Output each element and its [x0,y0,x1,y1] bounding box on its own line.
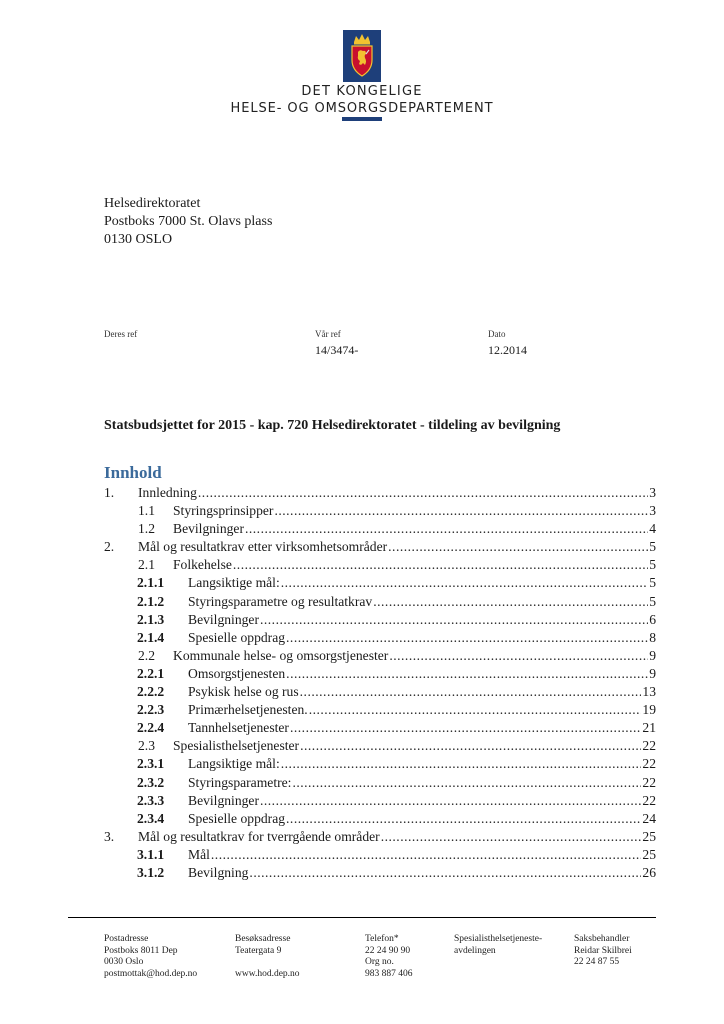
toc-dot-leader [211,846,642,864]
toc-entry-page: 5 [649,575,656,591]
toc-dot-leader [309,701,642,719]
toc-entry-number: 1.1 [138,503,155,519]
toc-entry-title: Spesialisthelsetjenester [173,738,300,754]
dato-label: Dato [488,329,506,339]
toc-entry-number: 2.3.1 [137,756,165,772]
toc-dot-leader [274,502,648,520]
toc-entry[interactable] [104,502,656,520]
toc-dot-leader [286,665,648,683]
deres-ref-label: Deres ref [104,329,138,339]
footer-telefon-label: Telefon* [365,934,399,944]
toc-entry[interactable] [104,719,656,737]
toc-dot-leader [260,792,641,810]
toc-entry-page: 26 [642,864,656,880]
toc-entry[interactable] [104,701,656,719]
document-title: Statsbudsjettet for 2015 - kap. 720 Helsedirektoratet - tildeling av bevilgning [104,418,561,433]
toc-entry-title: Folkehelse [173,557,232,573]
toc-entry-number: 1.2 [138,521,155,537]
recipient-city: 0130 OSLO [104,232,173,247]
toc-entry-page: 5 [649,539,656,555]
footer-avdeling [454,934,542,957]
toc-entry-title: Primærhelsetjenesten. [188,702,308,718]
toc-entry-page: 22 [642,792,656,808]
toc-dot-leader [286,810,641,828]
toc-entry-page: 8 [649,629,656,645]
toc-entry-number: 2.3.3 [137,792,165,808]
toc-entry[interactable] [104,792,656,810]
var-ref-label: Vår ref [315,329,341,339]
toc-entry[interactable] [104,864,656,882]
logo-underline [342,117,382,121]
toc-entry-title: Mål og resultatkrav for tverrgående områder [138,828,380,844]
toc-dot-leader [389,647,648,665]
toc-entry-number: 2.3.4 [137,810,165,826]
toc-entry[interactable] [104,683,656,701]
toc-entry-number: 2.1.1 [137,575,165,591]
table-of-contents [104,484,656,882]
toc-entry-title: Psykisk helse og rus [188,684,299,700]
department-name-line1: DET KONGELIGE [301,84,423,99]
toc-entry[interactable] [104,737,656,755]
toc-entry[interactable] [104,556,656,574]
toc-entry[interactable] [104,611,656,629]
footer-website-link[interactable]: www.hod.dep.no [235,968,300,979]
toc-dot-leader [381,828,642,846]
footer-telefon [365,934,413,980]
toc-entry-number: 2.1.4 [137,629,165,645]
toc-entry-number: 3.1.1 [137,846,165,862]
footer-divider [68,917,656,918]
footer-orgno-value: 983 887 406 [365,968,413,979]
toc-entry-title: Styringsparametre og resultatkrav [188,593,373,609]
toc-entry-number: 2.2.4 [137,720,165,736]
toc-entry-page: 9 [649,665,656,681]
toc-entry-page: 25 [642,828,656,844]
footer-postadresse-line: 0030 Oslo [104,957,144,967]
toc-dot-leader [233,556,648,574]
toc-dot-leader [290,719,641,737]
toc-entry[interactable] [104,484,656,502]
toc-entry-number: 2.3 [138,738,155,754]
toc-entry[interactable] [104,828,656,846]
toc-entry-number: 2.2.2 [137,684,165,700]
toc-entry-number: 3.1.2 [137,864,165,880]
footer-postadresse-label: Postadresse [104,934,149,944]
toc-entry-number: 3. [104,828,115,844]
toc-dot-leader [300,737,641,755]
toc-entry[interactable] [104,774,656,792]
toc-entry-title: Langsiktige mål: [188,575,280,591]
footer-saksbehandler [574,934,632,969]
toc-entry-title: Tannhelsetjenester [188,720,289,736]
toc-entry-page: 21 [642,720,656,736]
footer-besoksadresse-line: Teatergata 9 [235,945,282,956]
dato-value: 12.2014 [488,343,527,357]
logo [0,30,724,82]
footer-besoksadresse [235,934,300,980]
toc-entry-page: 9 [649,647,656,663]
toc-entry-number: 2.1.3 [137,611,165,627]
toc-entry-page: 22 [642,738,656,754]
footer-avdeling-line: Spesialisthelsetjeneste- [454,934,543,944]
toc-entry-page: 5 [649,593,656,609]
var-ref-value: 14/3474- [315,343,359,357]
toc-entry-page: 19 [642,702,656,718]
toc-entry-page: 3 [649,503,656,519]
footer-besoksadresse-label: Besøksadresse [235,934,291,944]
toc-entry-title: Styringsparametre: [188,774,292,790]
toc-entry-page: 4 [649,521,656,537]
footer-saksbehandler-label: Saksbehandler [574,934,630,944]
recipient-address [104,195,272,249]
toc-dot-leader [281,755,642,773]
toc-entry-number: 2.3.2 [137,774,165,790]
toc-entry[interactable] [104,520,656,538]
footer-postadresse-line: Postboks 8011 Dep [104,945,178,956]
toc-entry-page: 6 [649,611,656,627]
toc-entry[interactable] [104,538,656,556]
toc-entry[interactable] [104,755,656,773]
toc-entry[interactable] [104,647,656,665]
footer-avdeling-line: avdelingen [454,945,496,956]
toc-dot-leader [388,538,648,556]
toc-entry-number: 2. [104,539,115,555]
toc-dot-leader [292,774,641,792]
toc-entry-number: 2.2 [138,647,155,663]
toc-entry-title: Spesielle oppdrag [188,629,286,645]
recipient-name: Helsedirektoratet [104,196,201,211]
toc-entry-page: 22 [642,756,656,772]
toc-entry[interactable] [104,593,656,611]
toc-entry[interactable] [104,846,656,864]
toc-dot-leader [249,864,641,882]
toc-entry[interactable] [104,629,656,647]
footer-saksbehandler-name: Reidar Skilbrei [574,945,632,956]
toc-entry-page: 3 [649,485,656,500]
toc-heading: Innhold [104,463,162,482]
toc-entry[interactable] [104,810,656,828]
toc-dot-leader [300,683,642,701]
footer-telefon-number: 22 24 90 90 [365,945,411,956]
toc-entry-number: 1. [104,485,115,500]
toc-entry-title: Langsiktige mål: [188,756,280,772]
toc-entry-title: Innledning [138,485,197,500]
toc-entry-title: Kommunale helse- og omsorgstjenester [173,647,389,663]
footer-postadresse [104,934,197,980]
toc-entry-page: 13 [642,684,656,700]
toc-entry[interactable] [104,665,656,683]
footer-besoksadresse-line [235,957,300,969]
toc-entry-title: Bevilgninger [188,792,259,808]
toc-entry-number: 2.1.2 [137,593,165,609]
toc-dot-leader [281,574,648,592]
toc-entry-page: 25 [642,846,656,862]
toc-entry-number: 2.2.1 [137,665,165,681]
toc-dot-leader [373,593,648,611]
toc-entry-page: 24 [642,810,656,826]
toc-dot-leader [260,611,648,629]
toc-entry-title: Mål [188,846,210,862]
toc-entry-number: 2.1 [138,557,155,573]
department-name-line2: HELSE- OG OMSORGSDEPARTEMENT [230,101,494,116]
toc-entry-number: 2.2.3 [137,702,165,718]
toc-entry[interactable] [104,574,656,592]
recipient-street: Postboks 7000 St. Olavs plass [104,214,273,229]
footer-email-link[interactable]: postmottak@hod.dep.no [104,968,198,979]
toc-entry-title: Mål og resultatkrav etter virksomhetsområder [138,539,388,555]
toc-entry-title: Bevilgninger [188,611,259,627]
toc-entry-title: Styringsprinsipper [173,503,274,519]
toc-entry-page: 5 [649,557,656,573]
toc-dot-leader [286,629,648,647]
footer-orgno-label: Org no. [365,957,394,967]
footer-saksbehandler-phone: 22 24 87 55 [574,957,620,967]
toc-entry-title: Bevilgninger [173,521,244,537]
toc-dot-leader [198,484,648,502]
toc-dot-leader [245,520,648,538]
toc-entry-page: 22 [642,774,656,790]
coat-of-arms-icon [343,30,381,82]
toc-entry-title: Bevilgning [188,864,249,880]
toc-entry-title: Omsorgstjenesten [188,665,286,681]
toc-entry-title: Spesielle oppdrag [188,810,286,826]
